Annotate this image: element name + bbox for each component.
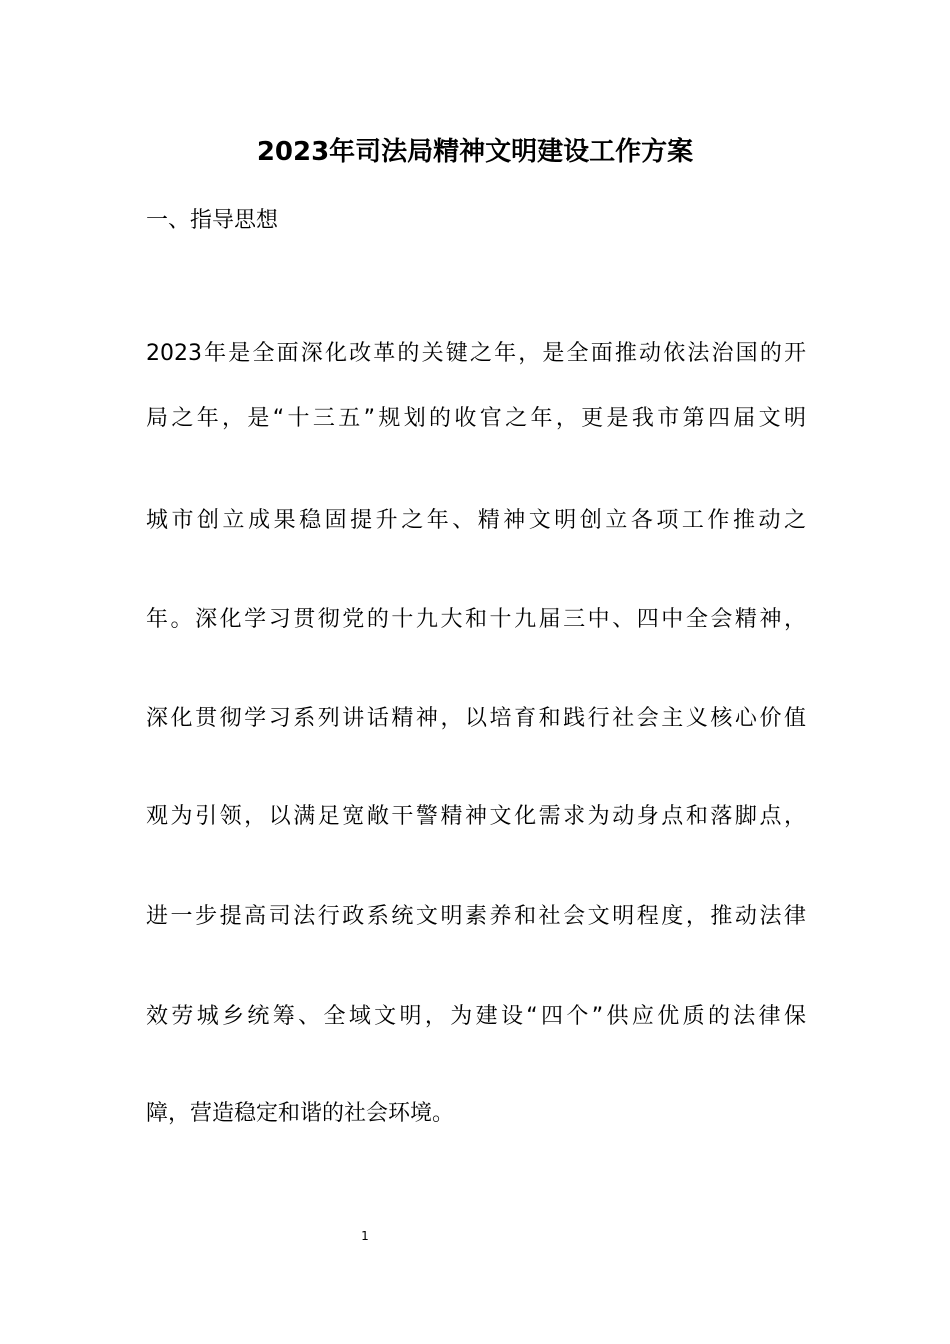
page-number: 1 (361, 1229, 369, 1243)
paragraph-line: 进一步提高司法行政系统文明素养和社会文明程度，推动法律 (146, 904, 806, 929)
section-heading: 一、指导思想 (146, 208, 279, 233)
paragraph-line: 效劳城乡统筹、全域文明，为建设“四个”供应优质的法律保 (146, 1004, 806, 1029)
paragraph-line: 2023年是全面深化改革的关键之年，是全面推动依法治国的开 (146, 341, 806, 366)
paragraph-line: 年。深化学习贯彻党的十九大和十九届三中、四中全会精神， (146, 607, 806, 632)
paragraph-line: 局之年，是“十三五”规划的收官之年，更是我市第四届文明 (146, 406, 806, 431)
paragraph-line: 观为引领，以满足宽敞干警精神文化需求为动身点和落脚点， (146, 804, 806, 829)
paragraph-line: 城市创立成果稳固提升之年、精神文明创立各项工作推动之 (146, 508, 806, 533)
paragraph-line: 障，营造稳定和谐的社会环境。 (146, 1101, 455, 1126)
document-title: 2023年司法局精神文明建设工作方案 (256, 137, 694, 167)
paragraph-line: 深化贯彻学习系列讲话精神，以培育和践行社会主义核心价值 (146, 706, 806, 731)
